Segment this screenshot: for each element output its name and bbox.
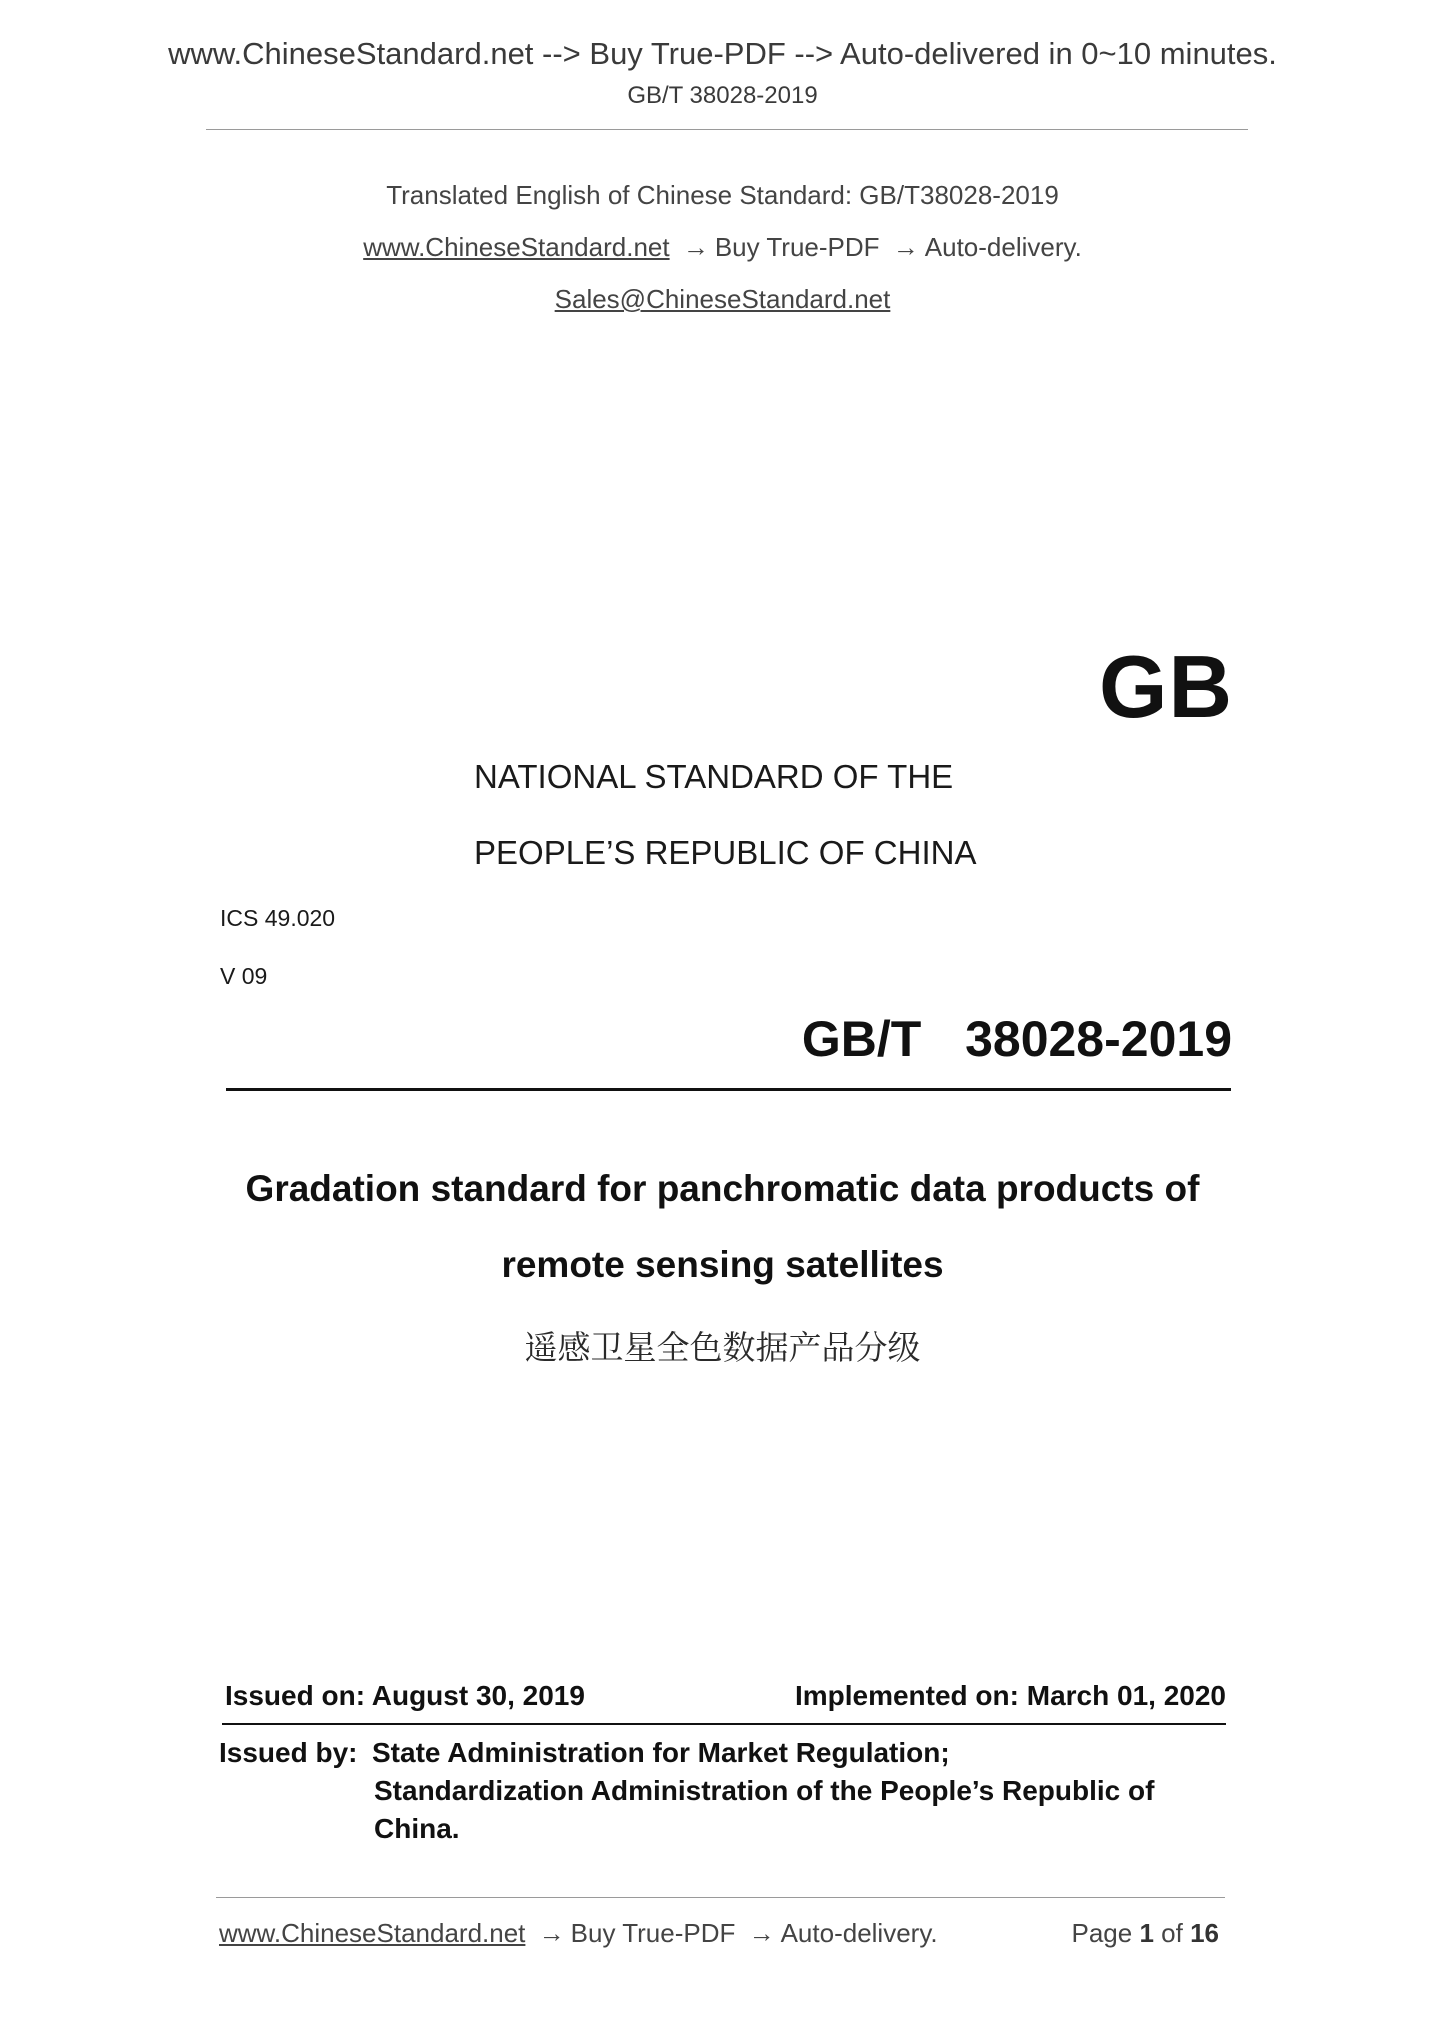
issued-by-line3: China. bbox=[374, 1813, 460, 1844]
issued-on-date: Issued on: August 30, 2019 bbox=[225, 1680, 585, 1711]
footer-buy-text: Buy True-PDF bbox=[570, 1918, 736, 1948]
translation-title: Translated English of Chinese Standard: GB/T38028-2019 bbox=[386, 180, 1059, 210]
footer-divider bbox=[216, 1897, 1225, 1898]
footer-delivery-text: Auto-delivery. bbox=[780, 1918, 938, 1948]
buy-text: Buy True-PDF bbox=[714, 232, 880, 262]
page-total: 16 bbox=[1190, 1918, 1219, 1948]
top-banner: www.ChineseStandard.net --> Buy True-PDF --> Auto-delivered in 0~10 minutes. bbox=[168, 36, 1277, 71]
issued-by-line2: Standardization Administration of the People’s Republic of bbox=[374, 1775, 1155, 1806]
page-indicator bbox=[1071, 1918, 1219, 1949]
classification-code: V 09 bbox=[220, 963, 268, 989]
page-current: 1 bbox=[1139, 1918, 1154, 1948]
document-title-chinese: 遥感卫星全色数据产品分级 bbox=[524, 1328, 921, 1367]
issue-divider bbox=[222, 1723, 1226, 1725]
sales-line bbox=[0, 284, 1445, 315]
footer-links bbox=[219, 1918, 938, 1949]
national-standard-line1: NATIONAL STANDARD OF THE bbox=[474, 758, 954, 795]
ics-code: ICS 49.020 bbox=[220, 905, 336, 931]
national-standard-line2: PEOPLE’S REPUBLIC OF CHINA bbox=[474, 834, 977, 871]
arrow-right-icon: → bbox=[748, 1918, 775, 1948]
arrow-right-icon: → bbox=[682, 232, 709, 262]
document-title-line2: remote sensing satellites bbox=[501, 1244, 944, 1285]
implemented-on-date: Implemented on: March 01, 2020 bbox=[794, 1680, 1226, 1711]
delivery-text: Auto-delivery. bbox=[924, 232, 1082, 262]
site-link[interactable]: www.ChineseStandard.net bbox=[363, 232, 670, 262]
page-of: of bbox=[1161, 1918, 1183, 1948]
footer-site-link[interactable]: www.ChineseStandard.net bbox=[219, 1918, 526, 1948]
header-divider bbox=[206, 129, 1248, 130]
issued-by-label: Issued by: bbox=[219, 1737, 358, 1768]
sales-email-link[interactable]: Sales@ChineseStandard.net bbox=[554, 284, 891, 314]
arrow-right-icon: → bbox=[892, 232, 919, 262]
arrow-right-icon: → bbox=[538, 1918, 565, 1948]
translation-links bbox=[0, 232, 1445, 263]
issued-by-line1: State Administration for Market Regulation; bbox=[372, 1737, 950, 1768]
standard-number-divider bbox=[226, 1088, 1231, 1091]
gb-mark: GB bbox=[1099, 637, 1233, 736]
standard-number: GB/T 38028-2019 bbox=[801, 1011, 1232, 1067]
header-standard-code: GB/T 38028-2019 bbox=[627, 82, 818, 109]
document-title-line1: Gradation standard for panchromatic data products of bbox=[245, 1168, 1200, 1209]
page-label: Page bbox=[1071, 1918, 1133, 1948]
